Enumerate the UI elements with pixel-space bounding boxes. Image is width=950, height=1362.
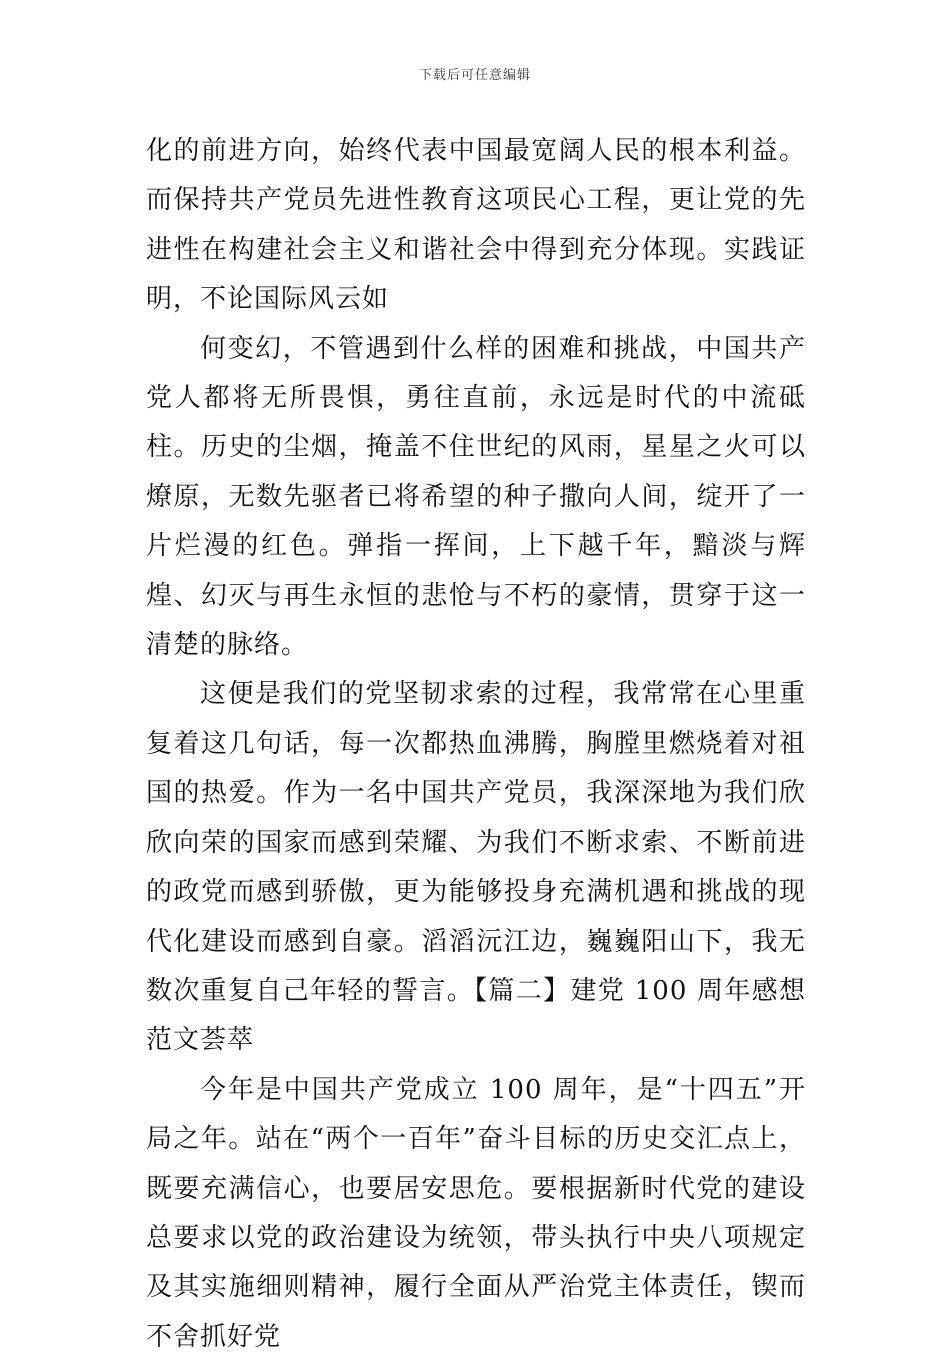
paragraph-2: 何变幻，不管遇到什么样的困难和挑战，中国共产党人都将无所畏惧，勇往直前，永远是时代的中流砥柱。历史的尘烟，掩盖不住世纪的风雨，星星之火可以燎原，无数先驱者已将希望的种子撒向人间，绽开了一片烂漫的红色。弹指一挥间，上下越千年，黯淡与辉煌、幻灭与再生永恒的悲怆与不朽的豪情，贯穿于这一清楚的脉络。 bbox=[146, 333, 806, 661]
paragraph-4: 今年是中国共产党成立 100 周年，是“十四五”开局之年。站在“两个一百年”奋斗目标的历史交汇点上，既要充满信心，也要居安思危。要根据新时代党的建设总要求以党的政治建设为统领，带头执行中央八项规定及其实施细则精神，履行全面从严治党主体责任，锲而不舍抓好党 bbox=[146, 1074, 806, 1352]
paragraph-1: 化的前进方向，始终代表中国最宽阔人民的根本利益。而保持共产党员先进性教育这项民心工程，更让党的先进性在构建社会主义和谐社会中得到充分体现。实践证明，不论国际风云如 bbox=[146, 136, 806, 315]
paragraph-3: 这便是我们的党坚韧求索的过程，我常常在心里重复着这几句话，每一次都热血沸腾，胸膛里燃烧着对祖国的热爱。作为一名中国共产党员，我深深地为我们欣欣向荣的国家而感到荣耀、为我们不断求索、不断前进的政党而感到骄傲，更为能够投身充满机遇和挑战的现代化建设而感到自豪。滔滔沅江边，巍巍阳山下，我无数次重复自己年轻的誓言。【篇二】建党 100 周年感想范文荟萃 bbox=[146, 679, 806, 1056]
page-header: 下载后可任意编辑 bbox=[418, 68, 531, 83]
document-body bbox=[146, 127, 806, 1362]
